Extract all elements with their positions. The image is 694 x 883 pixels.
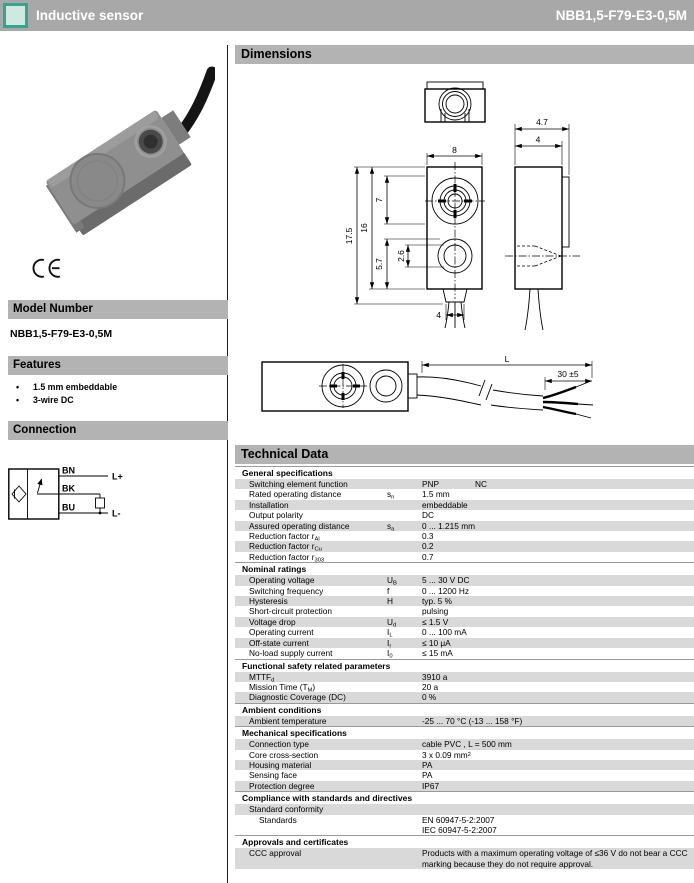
spec-row [235,531,694,541]
view-top [425,82,485,122]
terminal-label-lplus: L+ [112,471,123,482]
spec-symbol [387,770,422,780]
sidebar [8,45,228,541]
dim-label-side-depth-inner: 4 [535,134,541,145]
spec-label: Reduction factor $r_{Al}$ [249,531,320,543]
spec-label: Operating current [249,627,314,638]
features-list [8,375,228,407]
dim-label-side-depth-outer: 4.7 [536,117,548,127]
spec-row [235,781,694,791]
dimension-lines [354,124,592,390]
load-symbol [96,498,105,508]
spec-row [235,692,694,702]
spec-value: PA [422,770,433,781]
spec-value: -25 ... 70 °C (-13 ... 158 °F) [422,715,523,726]
dim-label-height-body: 16 [359,223,369,233]
spec-section-header: General specifications [235,466,694,479]
spec-row [235,521,694,531]
connection-diagram [8,464,228,541]
spec-value: IP67 [422,780,440,791]
spec-row [235,672,694,682]
product-photo-image [15,52,215,248]
dim-label-body-width: 8 [452,145,457,155]
wire-label-bn: BN [62,465,75,476]
spec-symbol [387,815,422,836]
spec-value: 0.7 [422,551,434,562]
spec-symbol: $U_B$ [387,575,397,587]
spec-value: ≤ 1.5 V [422,616,449,627]
spec-row [235,638,694,648]
spec-label: Connection type [249,739,309,750]
tech-table [235,466,694,869]
spec-row [235,804,694,814]
spec-label: $MTTF_d$ [249,671,275,683]
spec-label: Standards [259,814,297,825]
spec-label: Protection degree [249,780,315,791]
spec-symbol: $s_n$ [387,489,395,501]
wire-label-bu: BU [62,502,75,513]
spec-label: Installation [249,499,289,510]
model-number-heading: Model Number [8,300,228,319]
spec-value: pulsing [422,606,449,617]
spec-value: 3 x 0.09 $mm^2$ [422,749,471,760]
spec-label: Hysteresis [249,596,288,607]
spec-section-header: Nominal ratings [235,562,694,575]
spec-symbol: f [387,585,390,596]
photo-cable [183,72,212,130]
spec-label: Rated operating distance [249,489,342,500]
spec-symbol: $s_a$ [387,520,395,533]
feature-item: • 1.5 mm embeddable [11,381,228,394]
spec-value: 0.2 [422,541,434,552]
ce-mark-icon [28,257,228,285]
spec-symbol: $I_r$ [387,637,392,650]
spec-symbol [387,510,422,520]
spec-label: Voltage drop [249,616,296,627]
spec-row [235,770,694,780]
model-number-value: NBB1,5-F79-E3-0,5M [10,328,113,340]
spec-label: Switching element function [249,479,348,489]
spec-section-header: Functional safety related parameters [235,659,694,672]
dimensions-heading: Dimensions [235,45,694,64]
spec-symbol [387,531,422,541]
spec-label: Housing material [249,759,312,770]
spec-row [235,586,694,596]
inductive-sensor-symbol [12,486,26,502]
spec-section-header: Compliance with standards and directives [235,791,694,804]
spec-label: Core cross-section [249,749,319,760]
spec-label: Standard conformity [249,804,324,815]
connection-heading: Connection [8,421,228,440]
spec-row [235,627,694,637]
spec-value-secondary: NC [475,479,487,489]
spec-row [235,552,694,562]
dim-label-cable-length: L [504,354,510,364]
spec-label: Reduction factor $r_{Cu}$ [249,541,322,553]
spec-section-header: Ambient conditions [235,703,694,716]
dim-label-hole-inner: 2.6 [396,250,406,262]
spec-row [235,716,694,726]
spec-section-header: Mechanical specifications [235,726,694,739]
spec-symbol [387,672,422,682]
spec-row [235,648,694,658]
feature-item: • 3-wire DC [11,394,228,407]
spec-symbol [387,606,422,616]
spec-value: 0 ... 1200 Hz [422,585,470,596]
spec-row [235,606,694,616]
spec-value: typ. 5 % [422,596,452,607]
spec-symbol [387,750,422,760]
spec-value: 3910 a [422,671,448,682]
spec-row [235,541,694,551]
nc-switch-arrow [38,479,42,493]
product-family-title: Inductive sensor [36,8,144,23]
spec-row [235,848,694,869]
spec-label: Output polarity [249,510,303,521]
spec-label: Diagnostic Coverage (DC) [249,692,346,703]
page-header [0,0,694,31]
technical-data-heading: Technical Data [235,445,694,464]
spec-row [235,739,694,749]
spec-symbol: $I_L$ [387,627,393,639]
spec-value: PNP NC [422,479,487,489]
spec-symbol [387,739,422,749]
wire-label-bk: BK [62,483,75,494]
spec-symbol [387,716,422,726]
dim-label-height-total: 17.5 [344,227,354,245]
spec-value: 1.5 mm [422,489,450,500]
product-photo [15,52,228,253]
spec-row [235,760,694,770]
header-model-number: NBB1,5-F79-E3-0,5M [555,8,687,23]
spec-label: Switching frequency [249,585,324,596]
spec-symbol: $U_d$ [387,616,397,629]
spec-row [235,510,694,520]
spec-value: embeddable [422,499,468,510]
spec-row [235,575,694,585]
spec-value: cable PVC , L = 500 mm [422,739,512,750]
spec-symbol [387,500,422,510]
spec-label: Assured operating distance [249,520,350,531]
spec-label: Operating voltage [249,575,315,586]
spec-symbol: H [387,596,393,607]
spec-label: Mission Time $(T_M)$ [249,681,316,694]
spec-row [235,682,694,692]
spec-row [235,750,694,760]
spec-value: ≤ 15 mA [422,648,453,659]
spec-row [235,617,694,627]
dim-label-sensing-span: 7 [374,197,384,203]
spec-symbol [387,848,422,869]
spec-value: PA [422,759,433,770]
spec-label: Reduction factor $r_{303}$ [249,551,325,564]
spec-label: Sensing face [249,770,297,781]
spec-value: 0.3 [422,531,434,542]
spec-value: 5 ... 30 V DC [422,575,470,586]
main-content [235,45,694,869]
spec-symbol [387,692,422,702]
spec-value: 0 % [422,692,437,703]
spec-value: 0 ... 100 mA [422,627,467,638]
spec-value: DC [422,510,434,521]
spec-row [235,479,694,489]
spec-symbol [387,682,422,692]
spec-symbol [387,479,422,489]
spec-section-header: Approvals and certificates [235,835,694,848]
spec-symbol [387,781,422,791]
spec-row [235,489,694,499]
spec-label: No-load supply current [249,648,333,659]
dim-label-hole-span: 5.7 [374,258,384,270]
photo-sensor-body [44,102,204,238]
spec-row [235,815,694,836]
spec-value [422,804,694,814]
brand-square-icon [3,3,28,28]
spec-symbol: $I_0$ [387,648,393,660]
spec-value: 20 a [422,681,439,692]
spec-symbol [387,760,422,770]
view-cable [262,362,593,418]
features-heading: Features [8,356,228,375]
dim-label-strip-length: 30 ±5 [557,369,579,379]
view-side [505,167,580,330]
spec-label: Short-circuit protection [249,606,333,617]
spec-row [235,500,694,510]
spec-value: 0 ... 1.215 mm [422,520,476,531]
spec-label: Off-state current [249,637,309,648]
terminal-label-lminus: L- [112,508,121,519]
spec-symbol [387,804,422,814]
dimensions-drawing [235,64,694,440]
spec-value: ≤ 10 μA [422,637,451,648]
spec-label: CCC approval [249,848,302,859]
spec-symbol [387,552,422,562]
spec-value: Products with a maximum operating voltage of ≤36 V do not bear a CCC marking because they do not require approval. [422,848,688,869]
spec-label: Ambient temperature [249,715,327,726]
spec-row [235,596,694,606]
spec-value: EN 60947-5-2:2007 IEC 60947-5-2:2007 [422,814,497,835]
spec-symbol [387,541,422,551]
dim-label-cable-exit-width: 4 [436,310,441,320]
